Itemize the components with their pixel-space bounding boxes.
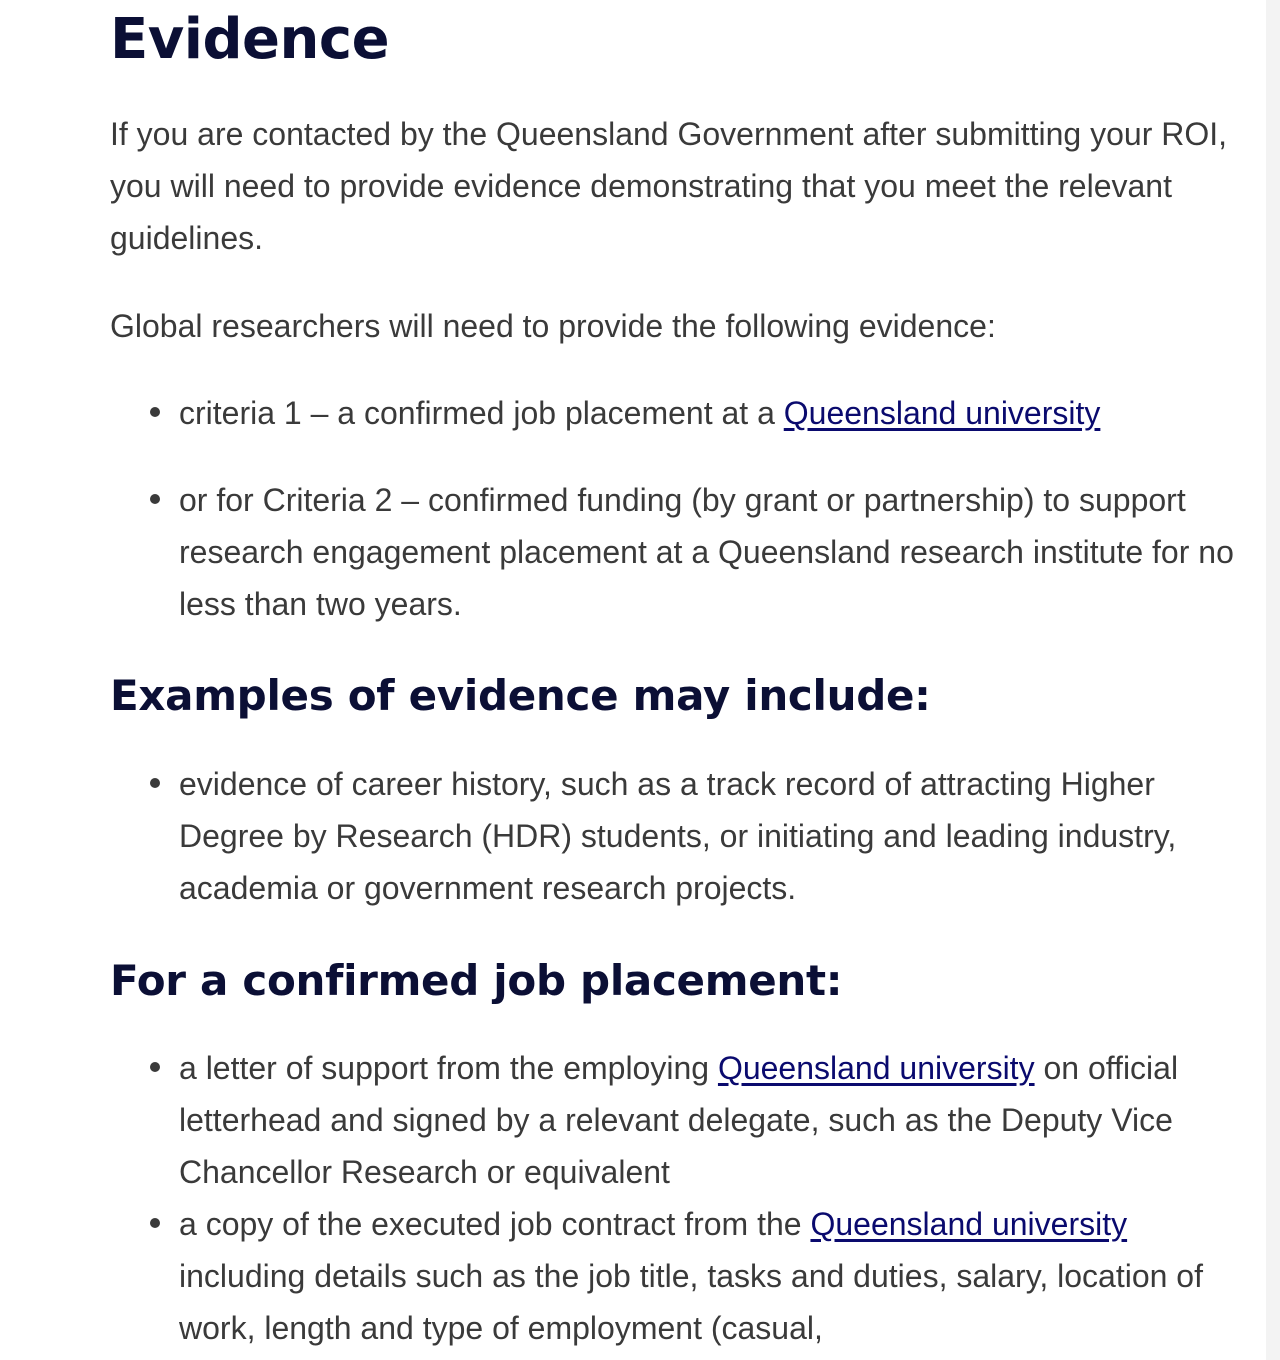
bullet-icon	[150, 494, 160, 504]
bullet-icon	[150, 778, 160, 788]
page-title: Evidence	[110, 7, 390, 72]
list-item	[110, 474, 1240, 630]
job-placement-list	[110, 1042, 1240, 1354]
queensland-university-link[interactable]: Queensland university	[810, 1206, 1128, 1242]
list-item	[110, 387, 1240, 439]
queensland-university-link[interactable]: Queensland university	[783, 395, 1101, 431]
list-item	[110, 1198, 1240, 1354]
letter-of-support-text-cont: on official letterhead and signed by a relevant delegate, such as the Deputy Vice Chancellor Research or equivalent	[179, 1050, 1179, 1190]
queensland-university-link[interactable]: Queensland university	[717, 1050, 1035, 1086]
intro-paragraph: If you are contacted by the Queensland Government after submitting your ROI, you will need to provide evidence demonstrating that you meet the relevant guidelines.	[110, 116, 1228, 256]
scrollbar-track[interactable]	[1266, 0, 1280, 1360]
examples-list	[110, 758, 1240, 914]
job-placement-heading: For a confirmed job placement:	[110, 956, 843, 1005]
criteria-list	[110, 387, 1240, 630]
list-item	[110, 758, 1240, 914]
job-contract-text: a copy of the executed job contract from the	[179, 1206, 811, 1242]
career-history-text: evidence of career history, such as a track record of attracting Higher Degree by Research (HDR) students, or initiating and leading industry, academia or government research projects.	[179, 766, 1177, 906]
list-item	[110, 1042, 1240, 1198]
bullet-icon	[150, 1062, 160, 1072]
criteria-2-text: or for Criteria 2 – confirmed funding (by grant or partnership) to support research engagement placement at a Queensland research institute for no less than two years.	[179, 482, 1234, 622]
bullet-icon	[150, 1218, 160, 1228]
examples-heading: Examples of evidence may include:	[110, 671, 931, 720]
criteria-1-text: criteria 1 – a confirmed job placement at a	[179, 395, 784, 431]
job-contract-text-cont: including details such as the job title, tasks and duties, salary, location of work, length and type of employment (casual,	[179, 1258, 1203, 1346]
letter-of-support-text: a letter of support from the employing	[179, 1050, 718, 1086]
global-researchers-paragraph: Global researchers will need to provide the following evidence:	[110, 308, 996, 344]
bullet-icon	[150, 407, 160, 417]
